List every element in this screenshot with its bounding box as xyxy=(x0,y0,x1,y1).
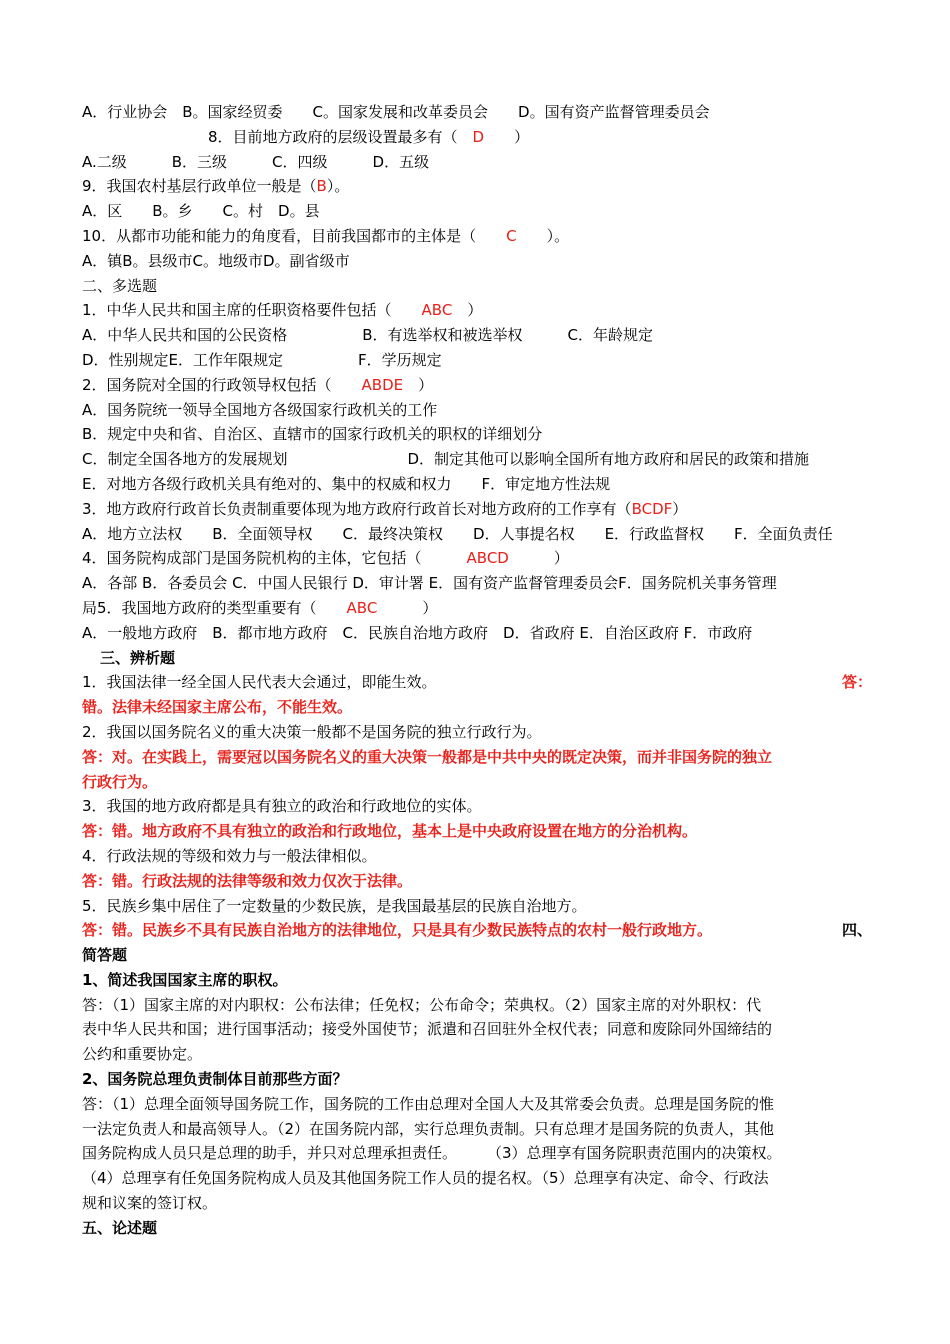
section-essay-title: 五、论述题 xyxy=(82,1218,158,1237)
q9-answer: B xyxy=(316,177,327,196)
s2-answer-line-1: 答：（1）总理全面领导国务院工作，国务院的工作由总理对全国人大及其常委会负责。总理是国务院的惟 xyxy=(82,1094,775,1113)
m4-answer: ABCD xyxy=(466,549,509,568)
m3-options: A．地方立法权 B．全面领导权 C．最终决策权 D．人事提名权 E．行政监督权 F．全面负责任 xyxy=(82,524,833,543)
s2-answer-line-3: 国务院构成人员只是总理的助手，并只对总理承担责任。 （3）总理享有国务院职责范围内的决策权。 xyxy=(82,1144,782,1163)
m3-stem: 3．地方政府行政首长负责制重要体现为地方政府行政首长对地方政府的工作享有（BCDF） xyxy=(82,499,688,518)
section-judgement-title: 三、辨析题 xyxy=(100,648,176,667)
j1-stem: 1．我国法律一经全国人民代表大会通过，即能生效。 答： xyxy=(82,670,872,695)
q10-answer: C xyxy=(506,226,517,245)
m1-answer: ABC xyxy=(421,301,453,320)
j5-answer: 答：错。民族乡不具有民族自治地方的法律地位，只是具有少数民族特点的农村一般行政地方。 xyxy=(82,921,713,940)
s2-title: 2、国务院总理负责制体目前那些方面？ xyxy=(82,1070,348,1089)
q9-stem: 9．我国农村基层行政单位一般是（B）。 xyxy=(82,177,350,196)
s1-answer-line-1: 答：（1）国家主席的对内职权：公布法律；任免权；公布命令；荣典权。（2）国家主席的对外职权：代 xyxy=(82,995,762,1014)
m2-options-4: E．对地方各级行政机关具有绝对的、集中的权威和权力 F．审定地方性法规 xyxy=(82,474,611,493)
m5-answer: ABC xyxy=(346,598,378,617)
s2-answer-line-4: （4）总理享有任免国务院构成人员及其他国务院工作人员的提名权。（5）总理享有决定、命令、行政法 xyxy=(82,1169,769,1188)
q8-answer: D xyxy=(472,127,485,146)
s1-answer-line-2: 表中华人民共和国；进行国事活动；接受外国使节；派遣和召回驻外全权代表；同意和废除同外国缔结的 xyxy=(82,1020,773,1039)
m2-answer: ABDE xyxy=(361,375,404,394)
m2-options-1: A．国务院统一领导全国地方各级国家行政机关的工作 xyxy=(82,400,438,419)
s1-title: 1、简述我国国家主席的职权。 xyxy=(82,970,288,989)
m4-stem: 4．国务院构成部门是国务院机构的主体，它包括（ ABCD ） xyxy=(82,549,569,568)
j5-stem: 5．民族乡集中居住了一定数量的少数民族，是我国最基层的民族自治地方。 xyxy=(82,896,587,915)
section-multiple-choice-title: 二、多选题 xyxy=(82,276,158,295)
m2-stem: 2．国务院对全国的行政领导权包括（ ABDE ） xyxy=(82,375,434,394)
q9-options: A．区 B。乡 C。村 D。县 xyxy=(82,202,320,221)
section-short-answer-number: 四、 xyxy=(841,921,872,940)
m2-options-2: B．规定中央和省、自治区、直辖市的国家行政机关的职权的详细划分 xyxy=(82,425,543,444)
document-page xyxy=(82,100,872,1241)
j2-answer-line-1: 答：对。在实践上，需要冠以国务院名义的重大决策一般都是中共中央的既定决策，而并非国务院的独立 xyxy=(82,747,773,766)
j2-stem: 2．我国以国务院名义的重大决策一般都不是国务院的独立行政行为。 xyxy=(82,722,542,741)
m4-options: A．各部 B．各委员会 C．中国人民银行 D．审计署 E．国有资产监督管理委员会F．国务院机关事务管理 xyxy=(82,574,777,593)
q7-options: A．行业协会 B。国家经贸委 C。国家发展和改革委员会 D。国有资产监督管理委员会 xyxy=(82,103,710,121)
section-short-answer-title: 简答题 xyxy=(82,946,128,965)
q8-options: A.二级 B．三级 C．四级 D．五级 xyxy=(82,152,430,171)
q10-stem: 10．从都市功能和能力的角度看，目前我国都市的主体是（ C ）。 xyxy=(82,226,570,245)
j4-stem: 4．行政法规的等级和效力与一般法律相似。 xyxy=(82,846,377,865)
q10-options: A．镇B。县级市C。地级市D。副省级市 xyxy=(82,251,350,270)
q8-stem: 8．目前地方政府的层级设置最多有（ D ） xyxy=(208,127,530,146)
m5-stem: 局5．我国地方政府的类型重要有（ ABC ） xyxy=(82,598,438,617)
j4-answer: 答：错。行政法规的法律等级和效力仅次于法律。 xyxy=(82,871,413,890)
m1-stem: 1．中华人民共和国主席的任职资格要件包括（ ABC ） xyxy=(82,301,483,320)
m1-options-2: D．性别规定E．工作年限规定 F．学历规定 xyxy=(82,350,442,369)
m5-options: A．一般地方政府 B．都市地方政府 C．民族自治地方政府 D．省政府 E．自治区政府 F．市政府 xyxy=(82,623,753,642)
j3-answer: 答：错。地方政府不具有独立的政治和行政地位，基本上是中央政府设置在地方的分治机构。 xyxy=(82,822,698,841)
j3-stem: 3．我国的地方政府都是具有独立的政治和行政地位的实体。 xyxy=(82,797,482,816)
j5-answer-row xyxy=(82,918,872,943)
m1-options-1: A．中华人民共和国的公民资格 B．有选举权和被选举权 C．年龄规定 xyxy=(82,326,654,345)
m2-options-3: C．制定全国各地方的发展规划 D．制定其他可以影响全国所有地方政府和居民的政策和措施 xyxy=(82,450,810,469)
j2-answer-line-2: 行政行为。 xyxy=(82,772,158,791)
m3-answer: BCDF xyxy=(631,499,673,518)
j1-answer: 错。法律未经国家主席公布，不能生效。 xyxy=(82,698,353,717)
j1-answer-tag: 答： xyxy=(841,673,872,692)
s2-answer-line-2: 一法定负责人和最高领导人。（2）在国务院内部，实行总理负责制。只有总理才是国务院的负责人，其他 xyxy=(82,1119,775,1138)
s2-answer-line-5: 规和议案的签订权。 xyxy=(82,1194,218,1213)
s1-answer-line-3: 公约和重要协定。 xyxy=(82,1045,203,1064)
